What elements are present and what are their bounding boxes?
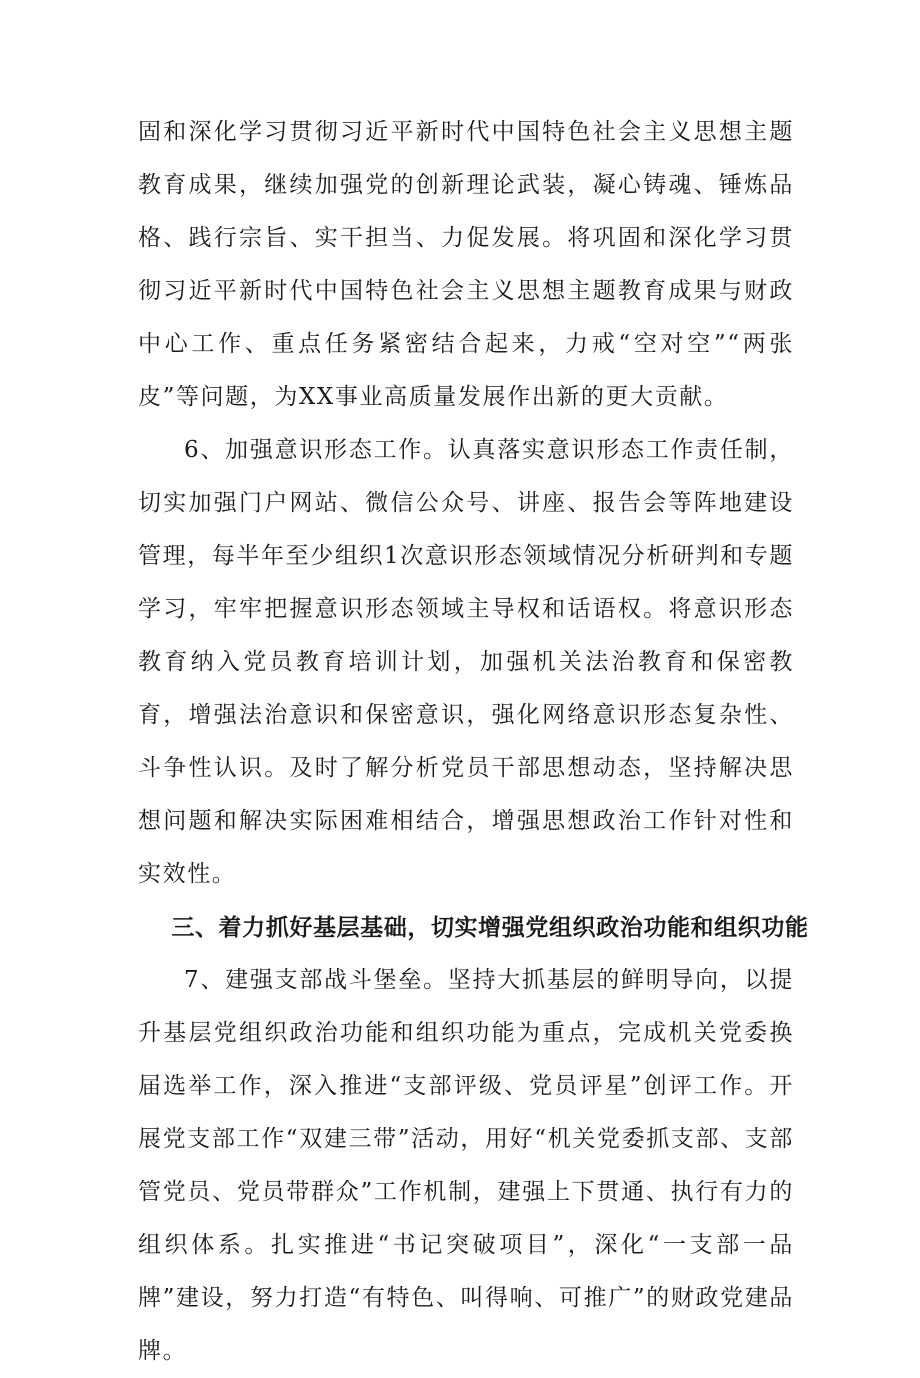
paragraph-continuation: 固和深化学习贯彻习近平新时代中国特色社会主义思想主题教育成果，继续加强党的创新理论武装，凝心铸魂、锤炼品格、践行宗旨、实干担当、力促发展。将巩固和深化学习贯彻习近平新时代中国特色社会主义思想主题教育成果与财政中心工作、重点任务紧密结合起来，力戒“空对空”“两张皮”等问题，为XX事业高质量发展作出新的更大贡献。 [138,119,794,410]
paragraph-item-6: 6、加强意识形态工作。认真落实意识形态工作责任制，切实加强门户网站、微信公众号、讲座、报告会等阵地建设管理，每半年至少组织1次意识形态领域情况分析研判和专题学习，牢牢把握意识形态领域主导权和话语权。将意识形态教育纳入党员教育培训计划，加强机关法治教育和保密教育，增强法治意识和保密意识，强化网络意识形态复杂性、斗争性认识。及时了解分析党员干部思想动态，坚持解决思想问题和解决实际困难相结合，增强思想政治工作针对性和实效性。 [138,437,794,887]
paragraph-item-7: 7、建强支部战斗堡垒。坚持大抓基层的鲜明导向，以提升基层党组织政治功能和组织功能为重点，完成机关党委换届选举工作，深入推进“支部评级、党员评星”创评工作。开展党支部工作“双建三带”活动，用好“机关党委抓支部、支部管党员、党员带群众”工作机制，建强上下贯通、执行有力的组织体系。扎实推进“书记突破项目”，深化“一支部一品牌”建设，努力打造“有特色、叫得响、可推广”的财政党建品牌。 [138,967,794,1364]
document-body [138,106,809,1378]
section-heading: 三、着力抓好基层基础，切实增强党组织政治功能和组织功能 [171,914,809,941]
